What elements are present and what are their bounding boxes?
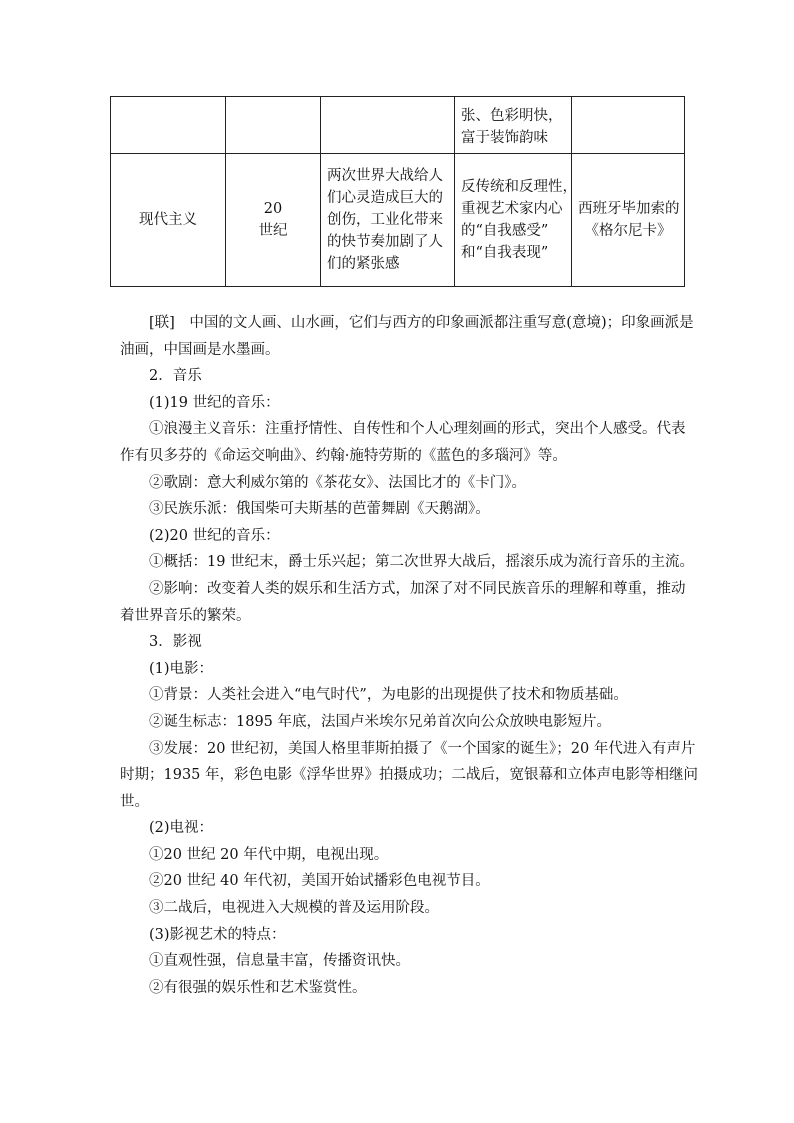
cell-line: 富于装饰韵味 [461,130,548,146]
table-cell-movement: 现代主义 [111,154,226,287]
list-item: ②歌剧：意大利威尔第的《茶花女》、法国比才的《卡门》。 [149,474,526,491]
list-item: ①直观性强，信息量丰富，传播资讯快。 [149,953,410,970]
cell-line: 们心灵造成巨大的 [327,190,443,206]
cell-line: 西班牙毕加索的 [578,201,680,217]
note-paragraph-cont: 油画，中国画是水墨画。 [120,341,280,358]
list-item: ③民族乐派：俄国柴可夫斯基的芭蕾舞剧《天鹅湖》。 [149,501,490,518]
list-item: ③发展：20 世纪初，美国人格里菲斯拍摄了《一个国家的诞生》；20 年代进入有声片 [149,740,696,757]
list-item: ①背景：人类社会进入“电气时代”，为电影的出现提供了技术和物质基础。 [149,687,628,704]
note-paragraph: [联] 中国的文人画、山水画，它们与西方的印象画派都注重写意(意境)；印象画派是 [149,315,694,331]
list-item: ②有很强的娱乐性和艺术鉴赏性。 [149,979,367,996]
table-cell-background [321,154,455,287]
subsection-heading: (2)电视： [149,820,214,837]
subsection-heading: (1)19 世纪的音乐： [149,394,280,411]
list-item-cont: 时期；1935 年，彩色电影《浮华世界》拍摄成功；二战后，宽银幕和立体声电影等相继问 [120,767,699,784]
body-text [120,310,699,1001]
table-cell-features [455,154,577,287]
table-cell-work [572,154,685,287]
subsection-heading: (2)20 世纪的音乐： [149,527,280,544]
cell-line: 创伤，工业化带来 [327,212,443,228]
subsection-heading: (3)影视艺术的特点： [149,926,286,943]
table-cell [321,97,455,154]
list-item: ①概括：19 世纪末，爵士乐兴起；第二次世界大战后，摇滚乐成为流行音乐的主流。 [149,554,695,571]
list-item: ②20 世纪 40 年代初，美国开始试播彩色电视节目。 [149,873,490,890]
list-item-cont: 作有贝多芬的《命运交响曲》、约翰·施特劳斯的《蓝色的多瑙河》等。 [120,447,567,464]
list-item: ①浪漫主义音乐：注重抒情性、自传性和个人心理刻画的形式，突出个人感受。代表 [149,421,686,438]
cell-line: 20 [263,201,283,217]
cell-line: 和“自我表现” [461,245,549,261]
table-cell-features [455,97,572,154]
list-item-cont: 着世界音乐的繁荣。 [120,607,251,624]
list-item: ②影响：改变着人类的娱乐和生活方式，加深了对不同民族音乐的理解和尊重，推动 [149,580,686,597]
cell-line: 世纪 [258,223,288,239]
table-cell [226,97,321,154]
cell-line: 反传统和反理性， [461,179,577,195]
cell-line: 的快节奏加剧了人 [327,234,443,250]
table-cell [111,97,226,154]
table-row [111,97,685,154]
table-cell [572,97,685,154]
cell-line: 《格尔尼卡》 [584,223,672,239]
cell-line: 重视艺术家内心 [461,201,563,217]
section-heading-film: 3．影视 [149,634,202,651]
table-row [111,154,685,287]
cell-line: 的“自我感受” [461,223,549,239]
section-heading-music: 2．音乐 [149,368,202,385]
cell-line: 们的紧张感 [327,256,400,272]
list-item-cont: 世。 [120,793,149,810]
cell-line: 张、色彩明快， [461,108,563,124]
cell-line: 两次世界大战给人 [327,168,443,184]
list-item: ①20 世纪 20 年代中期，电视出现。 [149,846,389,863]
list-item: ③二战后，电视进入大规模的普及运用阶段。 [149,900,439,917]
list-item: ②诞生标志：1895 年底，法国卢米埃尔兄弟首次向公众放映电影短片。 [149,713,612,730]
art-movements-table [110,96,685,287]
subsection-heading: (1)电影： [149,660,214,677]
table-cell-period [226,154,321,287]
